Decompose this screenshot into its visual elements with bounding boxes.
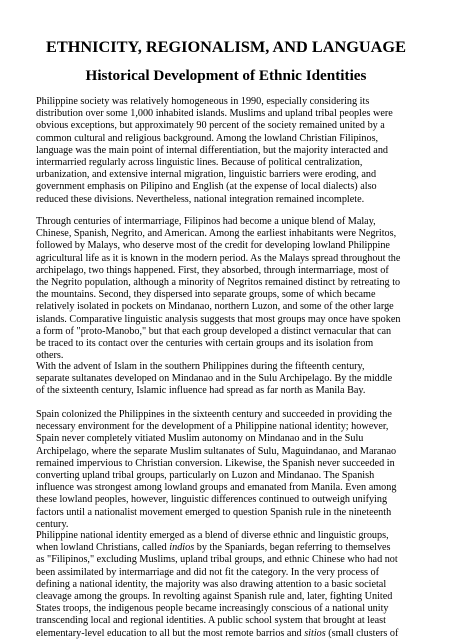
text-line — [36, 421, 436, 433]
text-line — [36, 373, 436, 385]
text-fragment: Through centuries of intermarriage, Filipinos had become a unique blend of Malay, — [36, 216, 376, 227]
text-fragment: converting upland tribal groups, particularly on Luzon and Mindanao. The Spanish — [36, 469, 375, 481]
text-fragment: common cultural and religious background. Among the lowland Christian Filipinos, — [36, 132, 379, 144]
text-fragment: separate sultanates developed on Mindanao and in the Sulu Archipelago. By the middle — [36, 373, 393, 385]
text-fragment: as "Filipinos," excluding Muslims, upland tribal groups, and ethnic Chinese who had not — [36, 554, 398, 566]
text-line — [36, 157, 436, 169]
text-fragment: (small clusters of — [325, 627, 399, 639]
text-line — [36, 108, 436, 120]
text-fragment: Philippine society was relatively homogeneous in 1990, especially considering its — [36, 96, 370, 107]
italic-term: sitios — [304, 627, 326, 639]
text-line — [36, 458, 436, 470]
text-line — [36, 169, 436, 181]
text-line — [36, 301, 436, 313]
text-line — [36, 554, 436, 566]
text-fragment: Chinese, Spanish, Negrito, and American. Among the earliest inhabitants were Negritos, — [36, 228, 397, 240]
text-line — [36, 579, 436, 591]
text-fragment: language was the main point of internal differentiation, but the majority interacted and — [36, 144, 389, 156]
text-line — [36, 216, 436, 228]
text-fragment: followed by Malays, who deserve most of the credit for developing lowland Philippine — [36, 240, 390, 252]
text-fragment: obvious exceptions, but approximately 90 percent of the society remained united by a — [36, 120, 385, 132]
paragraph — [36, 361, 436, 398]
text-fragment: reduced these divisions. Nevertheless, national integration remained incomplete. — [36, 193, 365, 205]
text-fragment: agricultural life as it is known in the modern period. As the Malays spread throughout the — [36, 252, 401, 264]
text-fragment: distribution over some 1,000 inhabited islands. Muslims and upland tribal peoples were — [36, 108, 393, 120]
text-line — [36, 482, 436, 494]
text-fragment: Philippine national identity emerged as a blend of diverse ethnic and linguistic groups, — [36, 530, 389, 541]
text-line — [36, 615, 436, 627]
text-line — [36, 181, 436, 193]
text-line — [36, 433, 436, 445]
text-fragment: islands. Comparative linguistic analysis suggests that most groups may once have spoken — [36, 313, 401, 325]
text-line — [36, 507, 436, 519]
text-fragment: been assimilated by intermarriage and did not fit the category. In the very process of — [36, 566, 380, 578]
text-line — [36, 326, 436, 338]
paragraph — [36, 530, 436, 640]
text-line — [36, 470, 436, 482]
text-line — [36, 145, 436, 157]
text-line — [36, 628, 436, 640]
text-fragment: when lowland Christians, called — [36, 542, 170, 554]
text-fragment: factors until a nationalist movement emerged to question Spanish rule in the nineteenth — [36, 506, 392, 518]
text-fragment: the Negrito population, although a minority of Negritos remained distinct by retreating to — [36, 276, 401, 288]
text-line — [36, 96, 436, 108]
text-fragment: remained impervious to Christian conversion. Likewise, the Spanish never succeeded in — [36, 457, 395, 469]
text-fragment: a form of "proto-Manobo," but that each group developed a distinct vernacular that can — [36, 325, 392, 337]
text-line — [36, 361, 436, 373]
text-fragment: Spain never completely vitiated Muslim autonomy on Mindanao and in the Sulu — [36, 433, 364, 445]
text-line — [36, 542, 436, 554]
paragraph — [36, 96, 436, 206]
text-line — [36, 567, 436, 579]
paragraph — [36, 409, 436, 531]
text-line — [36, 314, 436, 326]
text-line — [36, 228, 436, 240]
text-fragment: influence was strongest among lowland groups and emanated from Manila. Even among — [36, 482, 397, 494]
text-fragment: relatively isolated in pockets on Mindanao, northern Luzon, and some of the other large — [36, 301, 394, 313]
text-fragment: by the Spaniards, began referring to themselves — [194, 542, 391, 554]
text-line — [36, 289, 436, 301]
text-line — [36, 591, 436, 603]
text-fragment: necessary environment for the development of a Philippine national identity; however, — [36, 421, 389, 433]
text-line — [36, 265, 436, 277]
italic-term: indios — [169, 542, 195, 554]
section-heading: Historical Development of Ethnic Identities — [85, 67, 367, 84]
text-line — [36, 194, 436, 206]
text-line — [36, 240, 436, 252]
paragraph — [36, 216, 436, 362]
text-fragment: these lowland peoples, however, linguistic differences continued to outweigh unifying — [36, 494, 388, 506]
text-fragment: the mountains. Second, they dispersed into separate groups, some of which became — [36, 289, 376, 301]
text-fragment: others. — [36, 350, 64, 362]
document-title: ETHNICITY, REGIONALISM, AND LANGUAGE — [46, 37, 406, 56]
text-fragment: Archipelago, where the separate Muslim sultanates of Sulu, Maguindanao, and Maranao — [36, 445, 397, 457]
text-fragment: be traced to its contact over the centuries with certain groups and its isolation from — [36, 337, 374, 349]
text-line — [36, 494, 436, 506]
text-fragment: urbanization, and extensive internal migration, linguistic barriers were eroding, and — [36, 169, 377, 181]
text-line — [36, 253, 436, 265]
text-line — [36, 277, 436, 289]
text-fragment: government emphasis on Pilipino and English (at the expense of local dialects) also — [36, 181, 377, 193]
text-fragment: intermarried regularly across linguistic lines. Because of political centralization, — [36, 156, 363, 168]
text-fragment: of the sixteenth century, Islamic influence had spread as far north as Manila Bay. — [36, 385, 366, 397]
text-line — [36, 446, 436, 458]
text-fragment: elementary-level education to all but the most remote barrios and — [36, 627, 305, 639]
text-fragment: century. — [36, 518, 69, 530]
text-line — [36, 409, 436, 421]
text-fragment: archipelago, two things happened. First, they absorbed, through intermarriage, most of — [36, 264, 389, 276]
text-fragment: cleavage among the groups. In revolting against Spanish rule and, later, fighting United — [36, 590, 393, 602]
text-line — [36, 133, 436, 145]
text-fragment: States troops, the indigenous people became increasingly conscious of a national unity — [36, 603, 389, 615]
text-fragment: transcending local and regional identities. A public school system that brought at least — [36, 615, 386, 627]
text-fragment: Spain colonized the Philippines in the sixteenth century and succeeded in providing the — [36, 409, 392, 420]
text-fragment: defining a national identity, the majority was also drawing attention to a basic societal — [36, 578, 387, 590]
text-line — [36, 385, 436, 397]
text-fragment: With the advent of Islam in the southern Philippines during the fifteenth century, — [36, 361, 365, 372]
text-line — [36, 603, 436, 615]
text-line — [36, 120, 436, 132]
text-line — [36, 338, 436, 350]
text-line — [36, 530, 436, 542]
